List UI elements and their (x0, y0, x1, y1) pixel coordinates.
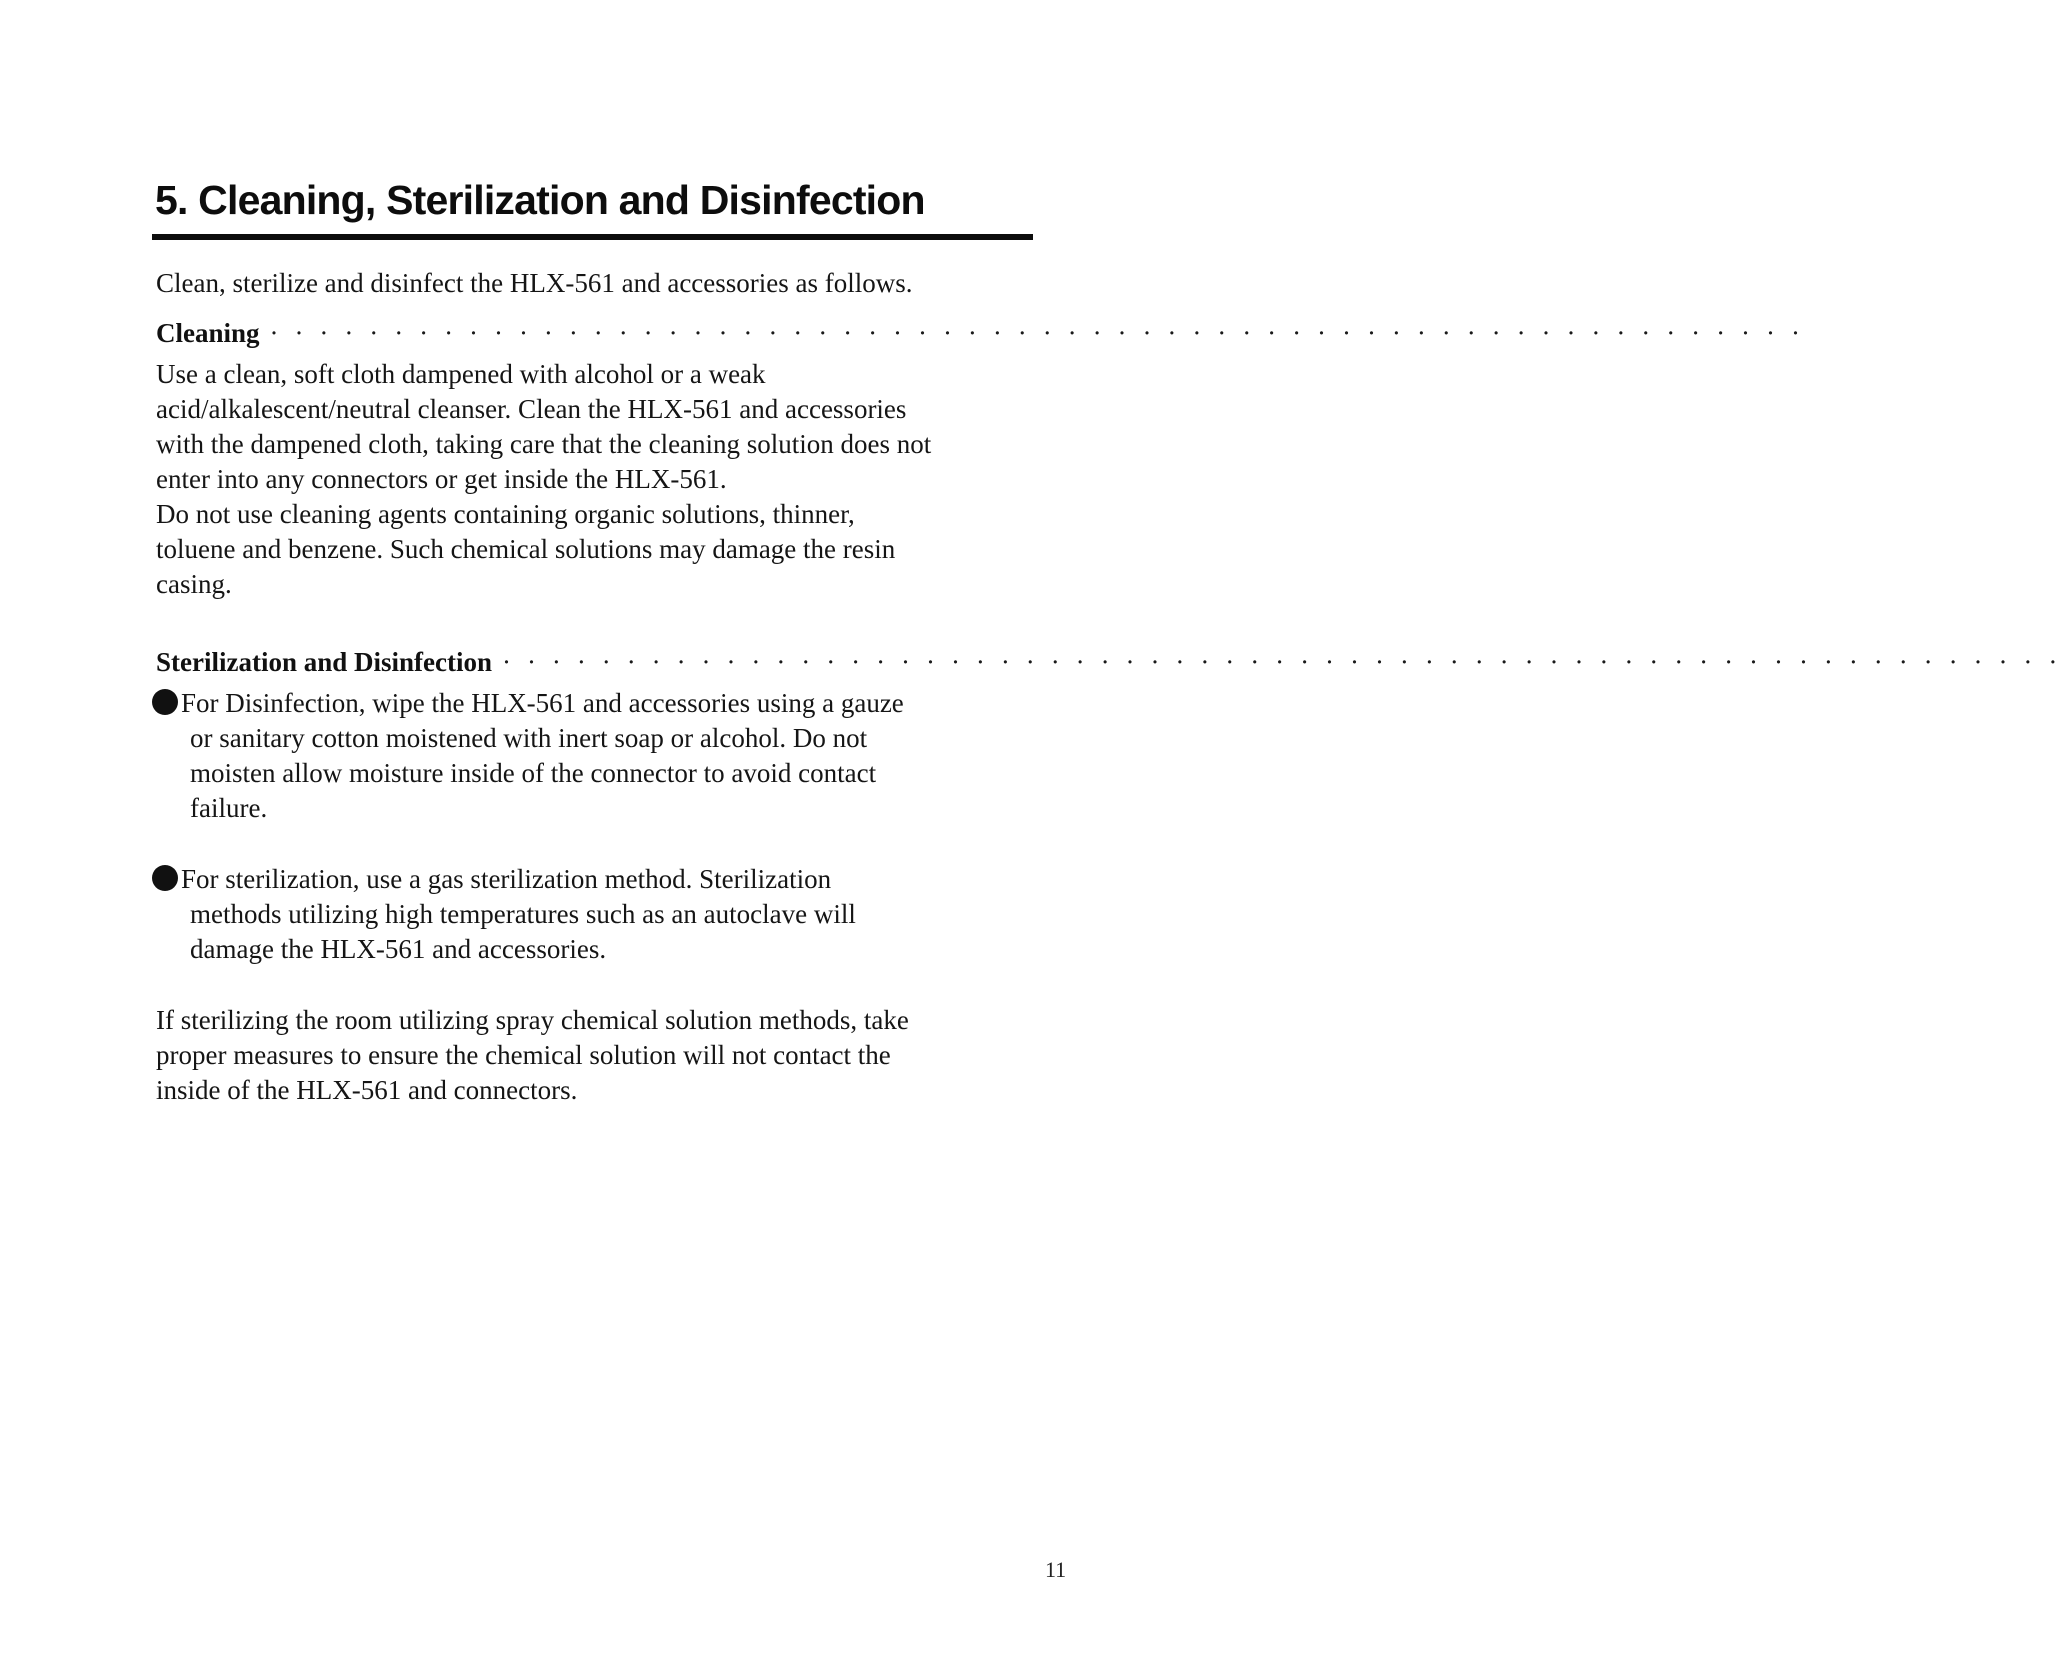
round-bullet-icon (152, 689, 178, 715)
disinfection-bullet (152, 686, 1036, 826)
cleaning-line: with the dampened cloth, taking care that the cleaning solution does not (156, 429, 932, 459)
closing-line: If sterilizing the room utilizing spray chemical solution methods, take (156, 1005, 909, 1035)
bullet-line: or sanitary cotton moistened with inert soap or alcohol. Do not (190, 723, 868, 753)
dotted-leader: · · · · · · · · · · · · · · · · · · · · · · · · · · · · · · · · · · · · · · · · · · · · · · · · · · · · · · · · · · · · · · · (502, 647, 2062, 677)
sterilization-heading (152, 647, 2062, 683)
closing-paragraph (156, 1003, 1036, 1108)
cleaning-paragraph (156, 357, 1036, 602)
page-number: 11 (1045, 1557, 1067, 1582)
sterilization-bullet (152, 862, 1036, 967)
dotted-leader: · · · · · · · · · · · · · · · · · · · · · · · · · · · · · · · · · · · · · · · · · · · · · · · · · · · · · · · · · · · · · · (269, 318, 1805, 348)
cleaning-line: Use a clean, soft cloth dampened with alcohol or a weak (156, 359, 766, 389)
cleaning-line: enter into any connectors or get inside the HLX-561. (156, 464, 727, 494)
sterilization-heading-label: Sterilization and Disinfection (156, 647, 492, 677)
closing-line: proper measures to ensure the chemical solution will not contact the (156, 1040, 891, 1070)
bullet-line: damage the HLX-561 and accessories. (190, 934, 607, 964)
cleaning-line: acid/alkalescent/neutral cleanser. Clean the HLX-561 and accessories (156, 394, 907, 424)
cleaning-heading-label: Cleaning (156, 318, 260, 348)
bullet-line: moisten allow moisture inside of the connector to avoid contact (190, 758, 877, 788)
page-title: 5. Cleaning, Sterilization and Disinfection (155, 177, 925, 223)
cleaning-heading (152, 318, 1805, 354)
bullet-line: methods utilizing high temperatures such as an autoclave will (190, 899, 856, 929)
title-underline (152, 234, 1033, 240)
round-bullet-icon (152, 865, 178, 891)
closing-line: inside of the HLX-561 and connectors. (156, 1075, 578, 1105)
bullet-line: failure. (190, 793, 268, 823)
bullet-line: For sterilization, use a gas sterilization method. Sterilization (181, 864, 832, 894)
bullet-line: For Disinfection, wipe the HLX-561 and accessories using a gauze (181, 688, 904, 718)
intro-paragraph: Clean, sterilize and disinfect the HLX-561 and accessories as follows. (156, 268, 913, 298)
cleaning-line: toluene and benzene. Such chemical solutions may damage the resin (156, 534, 896, 564)
cleaning-line: casing. (156, 569, 232, 599)
cleaning-line: Do not use cleaning agents containing organic solutions, thinner, (156, 499, 855, 529)
